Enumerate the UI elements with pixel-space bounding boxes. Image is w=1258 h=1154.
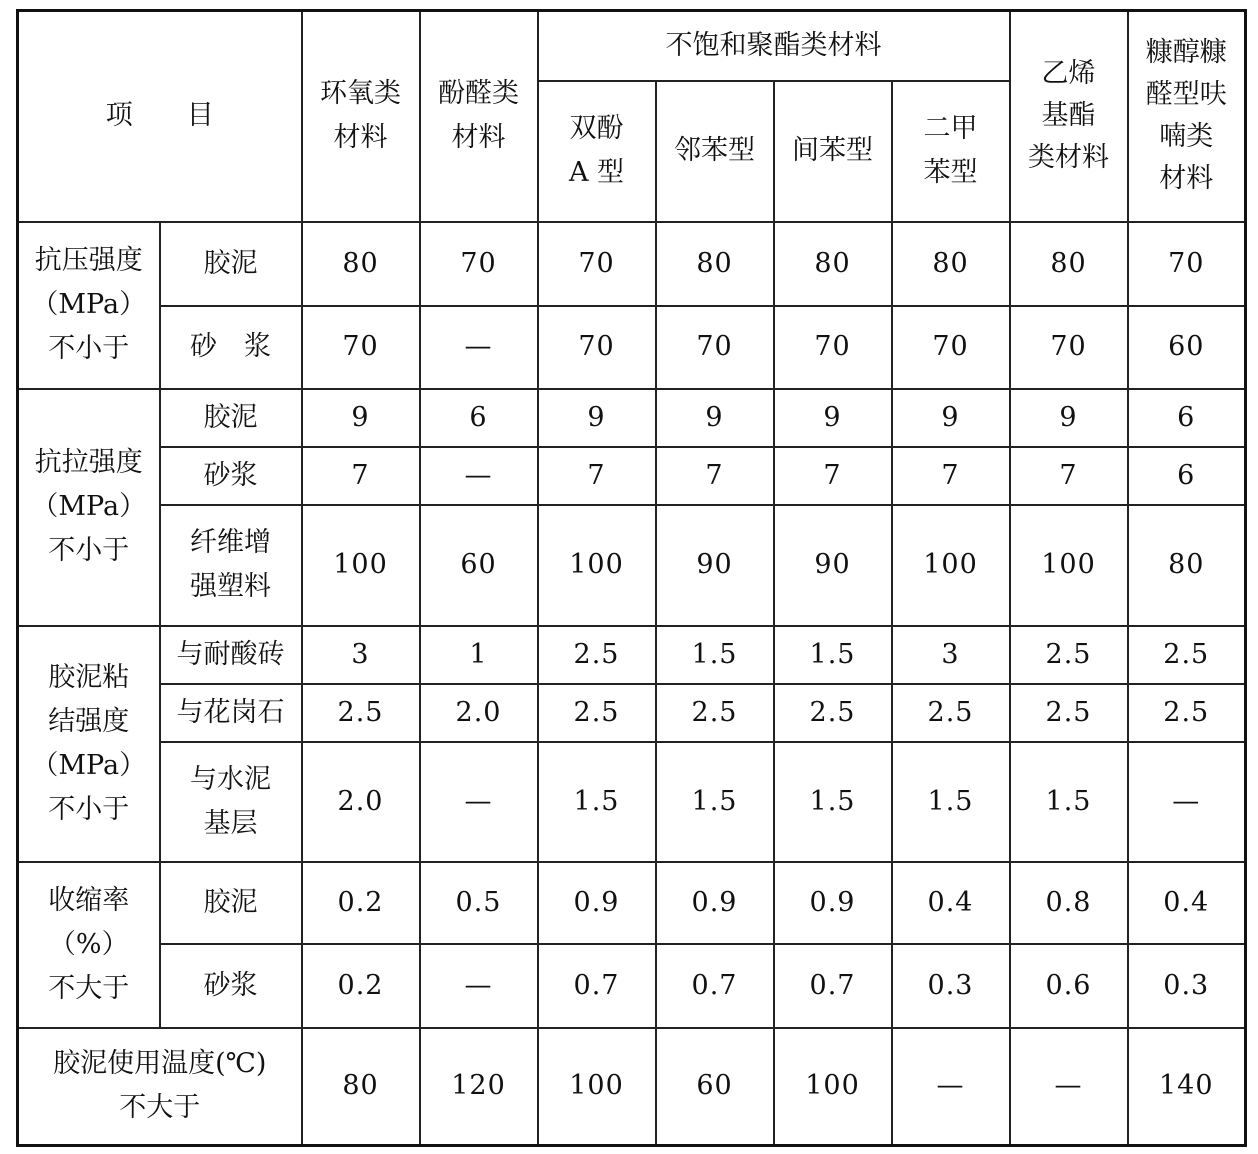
cell-value: — xyxy=(420,944,538,1028)
cell-value: 70 xyxy=(774,306,892,389)
cell-value: 0.7 xyxy=(656,944,774,1028)
cell-value: 0.3 xyxy=(1128,944,1246,1028)
cell-value: 1.5 xyxy=(774,742,892,862)
cell-value: 2.5 xyxy=(302,684,420,742)
cell-value: 2.5 xyxy=(538,626,656,684)
row-label-service-temperature: 胶泥使用温度(℃) 不大于 xyxy=(18,1028,302,1146)
group-bond-strength: 胶泥粘 结强度 （MPa） 不小于 xyxy=(18,626,160,862)
sub-label: 砂浆 xyxy=(160,944,302,1028)
cell-value: 0.2 xyxy=(302,862,420,944)
cell-value: 1.5 xyxy=(1010,742,1128,862)
cell-value: 2.5 xyxy=(1128,626,1246,684)
cell-value: 1.5 xyxy=(656,742,774,862)
cell-value: 0.9 xyxy=(538,862,656,944)
cell-value: 0.9 xyxy=(656,862,774,944)
cell-value: 7 xyxy=(656,447,774,505)
sub-label: 胶泥 xyxy=(160,222,302,306)
cell-value: 60 xyxy=(1128,306,1246,389)
cell-value: 100 xyxy=(774,1028,892,1146)
sub-label: 与耐酸砖 xyxy=(160,626,302,684)
cell-value: 80 xyxy=(892,222,1010,306)
cell-value: — xyxy=(420,306,538,389)
cell-value: 100 xyxy=(538,505,656,626)
cell-value: 9 xyxy=(774,389,892,447)
cell-value: 70 xyxy=(1010,306,1128,389)
cell-value: 7 xyxy=(774,447,892,505)
cell-value: 0.6 xyxy=(1010,944,1128,1028)
cell-value: 0.2 xyxy=(302,944,420,1028)
cell-value: 80 xyxy=(302,222,420,306)
sub-label: 纤维增 强塑料 xyxy=(160,505,302,626)
header-ortho: 邻苯型 xyxy=(656,81,774,222)
cell-value: 0.7 xyxy=(774,944,892,1028)
cell-value: 80 xyxy=(302,1028,420,1146)
sub-label: 砂浆 xyxy=(160,447,302,505)
cell-value: 3 xyxy=(302,626,420,684)
cell-value: 7 xyxy=(538,447,656,505)
cell-value: 80 xyxy=(774,222,892,306)
header-phenolic: 酚醛类 材料 xyxy=(420,11,538,222)
cell-value: 0.4 xyxy=(1128,862,1246,944)
cell-value: 6 xyxy=(420,389,538,447)
cell-value: 2.5 xyxy=(1010,684,1128,742)
cell-value: 7 xyxy=(1010,447,1128,505)
cell-value: 0.9 xyxy=(774,862,892,944)
header-iso: 间苯型 xyxy=(774,81,892,222)
header-xylene: 二甲 苯型 xyxy=(892,81,1010,222)
cell-value: 2.5 xyxy=(1128,684,1246,742)
cell-value: 60 xyxy=(420,505,538,626)
group-compressive-strength: 抗压强度 （MPa） 不小于 xyxy=(18,222,160,389)
cell-value: 100 xyxy=(302,505,420,626)
cell-value: 9 xyxy=(302,389,420,447)
cell-value: 9 xyxy=(538,389,656,447)
group-shrinkage: 收缩率 （%） 不大于 xyxy=(18,862,160,1028)
cell-value: — xyxy=(1128,742,1246,862)
cell-value: 70 xyxy=(538,222,656,306)
header-unsaturated-polyester: 不饱和聚酯类材料 xyxy=(538,11,1010,81)
cell-value: 9 xyxy=(656,389,774,447)
sub-label: 与花岗石 xyxy=(160,684,302,742)
cell-value: 1.5 xyxy=(538,742,656,862)
cell-value: 0.4 xyxy=(892,862,1010,944)
cell-value: 7 xyxy=(892,447,1010,505)
cell-value: 1.5 xyxy=(656,626,774,684)
cell-value: 2.5 xyxy=(774,684,892,742)
cell-value: 120 xyxy=(420,1028,538,1146)
cell-value: 2.5 xyxy=(538,684,656,742)
cell-value: 60 xyxy=(656,1028,774,1146)
cell-value: 90 xyxy=(656,505,774,626)
cell-value: 2.5 xyxy=(892,684,1010,742)
sub-label: 胶泥 xyxy=(160,862,302,944)
cell-value: 80 xyxy=(656,222,774,306)
cell-value: 3 xyxy=(892,626,1010,684)
cell-value: 70 xyxy=(1128,222,1246,306)
cell-value: 0.8 xyxy=(1010,862,1128,944)
cell-value: 2.0 xyxy=(420,684,538,742)
cell-value: 1.5 xyxy=(774,626,892,684)
header-epoxy: 环氧类 材料 xyxy=(302,11,420,222)
cell-value: — xyxy=(892,1028,1010,1146)
cell-value: 7 xyxy=(302,447,420,505)
cell-value: 1.5 xyxy=(892,742,1010,862)
properties-table xyxy=(16,9,1247,1147)
cell-value: — xyxy=(1010,1028,1128,1146)
cell-value: 0.5 xyxy=(420,862,538,944)
sub-label: 砂 浆 xyxy=(160,306,302,389)
cell-value: 70 xyxy=(656,306,774,389)
cell-value: 140 xyxy=(1128,1028,1246,1146)
cell-value: 9 xyxy=(1010,389,1128,447)
cell-value: 6 xyxy=(1128,389,1246,447)
cell-value: 0.7 xyxy=(538,944,656,1028)
cell-value: 2.5 xyxy=(1010,626,1128,684)
cell-value: 70 xyxy=(420,222,538,306)
cell-value: 100 xyxy=(1010,505,1128,626)
cell-value: — xyxy=(420,742,538,862)
header-furan: 糠醇糠 醛型呋 喃类 材料 xyxy=(1128,11,1246,222)
group-tensile-strength: 抗拉强度 （MPa） 不小于 xyxy=(18,389,160,626)
sub-label: 与水泥 基层 xyxy=(160,742,302,862)
cell-value: 70 xyxy=(892,306,1010,389)
cell-value: 100 xyxy=(892,505,1010,626)
cell-value: 70 xyxy=(302,306,420,389)
cell-value: 2.0 xyxy=(302,742,420,862)
cell-value: 80 xyxy=(1128,505,1246,626)
cell-value: 90 xyxy=(774,505,892,626)
cell-value: 9 xyxy=(892,389,1010,447)
sub-label: 胶泥 xyxy=(160,389,302,447)
cell-value: 1 xyxy=(420,626,538,684)
cell-value: — xyxy=(420,447,538,505)
cell-value: 2.5 xyxy=(656,684,774,742)
cell-value: 70 xyxy=(538,306,656,389)
cell-value: 80 xyxy=(1010,222,1128,306)
cell-value: 6 xyxy=(1128,447,1246,505)
header-item: 项 目 xyxy=(18,11,302,222)
cell-value: 100 xyxy=(538,1028,656,1146)
header-bisphenol-a: 双酚 A 型 xyxy=(538,81,656,222)
cell-value: 0.3 xyxy=(892,944,1010,1028)
header-vinyl-ester: 乙烯 基酯 类材料 xyxy=(1010,11,1128,222)
